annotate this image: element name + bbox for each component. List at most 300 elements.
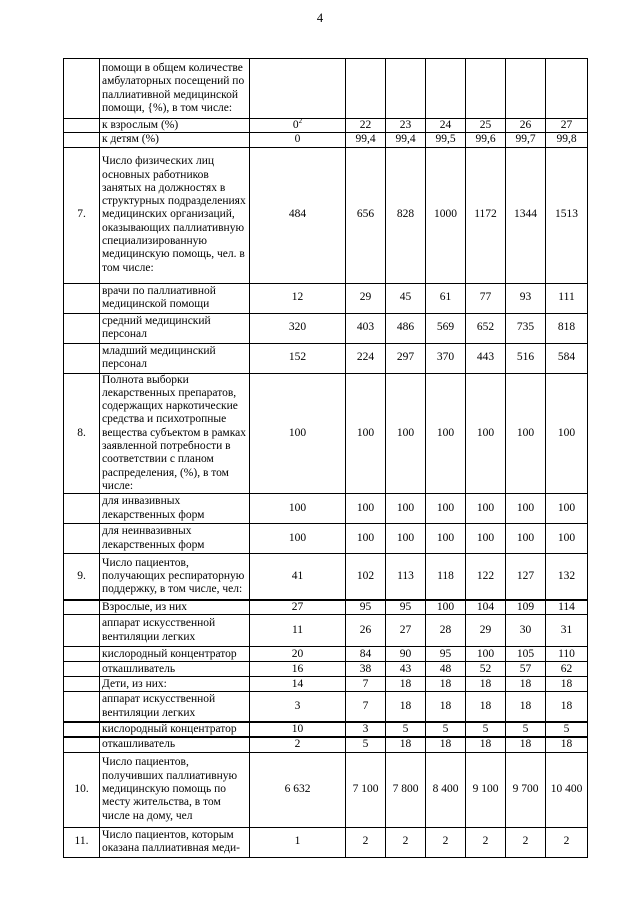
value-cell	[250, 600, 346, 615]
value-text: 100	[436, 502, 455, 515]
value-cell	[466, 147, 506, 283]
value-text: 100	[436, 600, 455, 613]
value-cell	[506, 147, 546, 283]
value-cell	[250, 343, 346, 373]
value-cell	[250, 662, 346, 677]
value-cell	[506, 722, 546, 737]
value-text: 652	[476, 321, 495, 334]
value-cell	[466, 133, 506, 147]
value-text: 9 700	[512, 782, 539, 795]
value-cell	[506, 647, 546, 662]
row-label: к детям (%)	[100, 133, 250, 147]
value-cell	[426, 147, 466, 283]
value-text: 18	[560, 677, 573, 690]
value-cell	[386, 494, 426, 524]
value-text: 18	[439, 738, 452, 751]
value-cell	[426, 737, 466, 752]
value-text: 77	[479, 291, 492, 304]
row-number	[64, 677, 100, 692]
value-cell	[250, 692, 346, 722]
value-text: 5	[442, 722, 449, 735]
value-text: 41	[291, 569, 304, 582]
row-number	[64, 722, 100, 737]
value-cell	[250, 147, 346, 283]
value-text: 25	[479, 119, 492, 131]
value-text: 38	[359, 662, 372, 675]
value-text: 2	[482, 835, 489, 848]
value-cell	[386, 554, 426, 600]
value-cell	[426, 692, 466, 722]
value-cell	[346, 647, 386, 662]
row-label: Число пациентов, получающих респираторную поддержку, в том числе, чел:	[100, 554, 250, 600]
table-row	[64, 737, 588, 752]
value-cell	[250, 59, 346, 119]
value-cell	[546, 647, 588, 662]
value-text: 100	[396, 532, 415, 545]
value-text: 0	[294, 133, 301, 146]
value-cell	[546, 600, 588, 615]
value-cell	[250, 827, 346, 857]
value-cell	[346, 692, 386, 722]
value-text: 84	[359, 647, 372, 660]
table-row	[64, 524, 588, 554]
table-row	[64, 554, 588, 600]
value-text: 18	[560, 738, 573, 751]
value-text: 516	[516, 351, 535, 364]
row-number	[64, 647, 100, 662]
value-text: 1344	[514, 208, 537, 221]
value-cell	[506, 494, 546, 524]
value-cell	[386, 283, 426, 313]
value-text: 18	[439, 699, 452, 712]
value-cell	[466, 677, 506, 692]
table-row	[64, 692, 588, 722]
row-number: 8.	[64, 373, 100, 494]
value-cell	[250, 722, 346, 737]
table-row	[64, 677, 588, 692]
value-text: 104	[476, 600, 495, 613]
value-cell	[546, 615, 588, 647]
value-cell	[426, 677, 466, 692]
value-text: 5	[402, 722, 409, 735]
value-cell	[250, 615, 346, 647]
value-cell	[466, 59, 506, 119]
value-cell	[466, 313, 506, 343]
row-label: Взрослые, из них	[100, 600, 250, 615]
footnote-marker: 2	[298, 117, 303, 126]
row-number	[64, 662, 100, 677]
value-cell	[426, 827, 466, 857]
value-cell	[346, 722, 386, 737]
row-number	[64, 133, 100, 147]
value-cell	[466, 600, 506, 615]
row-number	[64, 494, 100, 524]
value-text: 297	[396, 351, 415, 364]
value-text: 584	[557, 351, 576, 364]
row-number: 10.	[64, 752, 100, 827]
value-text: 16	[291, 662, 304, 675]
row-number	[64, 283, 100, 313]
value-text: 100	[516, 426, 535, 439]
row-label: откашливатель	[100, 737, 250, 752]
value-cell	[426, 373, 466, 494]
value-text: 735	[516, 321, 535, 334]
value-cell	[426, 662, 466, 677]
value-text: 99,6	[475, 133, 496, 146]
value-text: 100	[557, 532, 576, 545]
row-label: помощи в общем количестве амбулаторных посещений по паллиативной медицинской помощи, {%), в том числе:	[100, 59, 250, 119]
value-cell	[466, 283, 506, 313]
row-label: младший медицинский персонал	[100, 343, 250, 373]
value-cell	[250, 647, 346, 662]
value-text: 62	[560, 662, 573, 675]
value-cell	[466, 752, 506, 827]
value-text: 99,5	[435, 133, 456, 146]
value-text: 100	[356, 502, 375, 515]
value-text: 100	[557, 502, 576, 515]
row-number	[64, 59, 100, 119]
row-label: Число пациентов, которым оказана паллиативная меди-	[100, 827, 250, 857]
value-text: 100	[356, 532, 375, 545]
value-cell	[346, 615, 386, 647]
row-number	[64, 119, 100, 133]
value-text: 18	[519, 677, 532, 690]
value-text: 18	[399, 699, 412, 712]
value-text: 656	[356, 208, 375, 221]
value-text: 100	[436, 426, 455, 439]
value-text: 102	[356, 569, 375, 582]
value-cell	[250, 752, 346, 827]
value-text: 29	[359, 291, 372, 304]
value-text: 28	[439, 624, 452, 637]
value-text: 26	[519, 119, 532, 131]
value-cell	[506, 554, 546, 600]
value-text: 11	[291, 624, 304, 637]
value-cell	[466, 373, 506, 494]
value-text: 320	[288, 321, 307, 334]
value-cell	[386, 59, 426, 119]
value-text: 10	[291, 722, 304, 735]
row-label: откашливатель	[100, 662, 250, 677]
value-cell	[546, 119, 588, 133]
value-text: 18	[479, 699, 492, 712]
table-row	[64, 59, 588, 119]
value-text: 105	[516, 647, 535, 660]
value-text: 99,7	[515, 133, 536, 146]
value-cell	[506, 119, 546, 133]
row-label: Полнота выборки лекарственных препаратов, содержащих наркотические средства и психотропные вещества субъектом в рамках заявленной потребности в соответствии с планом распределения, (%), в том числе:	[100, 373, 250, 494]
value-cell	[346, 283, 386, 313]
value-text: 23	[399, 119, 412, 131]
value-cell	[346, 59, 386, 119]
value-cell	[426, 647, 466, 662]
value-cell	[386, 147, 426, 283]
value-text: 7 100	[352, 782, 379, 795]
value-cell	[546, 133, 588, 147]
value-text: 27	[291, 600, 304, 613]
value-text: 45	[399, 291, 412, 304]
value-cell	[346, 119, 386, 133]
value-text: 2	[563, 835, 570, 848]
value-text: 109	[516, 600, 535, 613]
value-cell	[386, 752, 426, 827]
value-text: 114	[558, 600, 575, 613]
value-text: 48	[439, 662, 452, 675]
value-text: 18	[479, 677, 492, 690]
table-row	[64, 147, 588, 283]
value-cell	[506, 133, 546, 147]
value-cell	[346, 147, 386, 283]
value-cell	[466, 615, 506, 647]
value-cell	[546, 59, 588, 119]
value-cell	[506, 692, 546, 722]
value-cell	[546, 283, 588, 313]
value-text: 43	[399, 662, 412, 675]
value-cell	[346, 737, 386, 752]
value-cell	[346, 343, 386, 373]
value-cell	[346, 662, 386, 677]
value-text: 24	[439, 119, 452, 131]
value-text: 22	[359, 119, 372, 131]
value-cell	[426, 59, 466, 119]
value-text: 27	[560, 119, 573, 131]
value-text: 7	[362, 699, 369, 712]
page-number: 4	[316, 11, 324, 25]
value-text: 18	[479, 738, 492, 751]
value-text: 100	[436, 532, 455, 545]
value-cell	[546, 692, 588, 722]
row-label: Число пациентов, получивших паллиативную медицинскую помощь по месту жительства, в том числе на дому, чел	[100, 752, 250, 827]
value-text: 100	[288, 426, 307, 439]
value-cell	[386, 692, 426, 722]
value-cell	[546, 313, 588, 343]
value-cell	[426, 524, 466, 554]
value-text: 100	[516, 532, 535, 545]
value-cell	[466, 554, 506, 600]
value-cell	[386, 313, 426, 343]
value-cell	[346, 600, 386, 615]
value-text: 5	[362, 738, 369, 751]
row-number	[64, 692, 100, 722]
value-text: 95	[359, 600, 372, 613]
value-cell	[346, 373, 386, 494]
value-text: 2	[522, 835, 529, 848]
value-cell	[250, 524, 346, 554]
row-number	[64, 737, 100, 752]
value-cell	[506, 827, 546, 857]
value-text: 52	[479, 662, 492, 675]
value-text: 569	[436, 321, 455, 334]
value-text: 3	[362, 722, 369, 735]
value-text: 100	[396, 502, 415, 515]
value-text: 1	[294, 835, 301, 848]
value-cell	[506, 373, 546, 494]
table-row	[64, 119, 588, 133]
value-text: 118	[437, 569, 454, 582]
row-label: Дети, из них:	[100, 677, 250, 692]
value-text: 2	[402, 835, 409, 848]
value-text: 99,4	[395, 133, 416, 146]
value-cell	[346, 313, 386, 343]
row-label: Число физических лиц основных работников занятых на должностях в структурных подразделениях медицинских организаций, оказывающих паллиативную специализированную медицинскую помощь, чел. в том числе:	[100, 147, 250, 283]
value-text: 100	[476, 532, 495, 545]
value-text: 0	[292, 119, 299, 131]
value-text: 3	[294, 699, 301, 712]
value-cell	[546, 737, 588, 752]
value-cell	[426, 554, 466, 600]
row-label: для инвазивных лекарственных форм	[100, 494, 250, 524]
row-number: 11.	[64, 827, 100, 857]
row-number	[64, 615, 100, 647]
value-cell	[346, 827, 386, 857]
value-text: 403	[356, 321, 375, 334]
value-cell	[386, 133, 426, 147]
value-cell	[466, 494, 506, 524]
value-text: 95	[439, 647, 452, 660]
row-label: аппарат искусственной вентиляции легких	[100, 692, 250, 722]
row-label: средний медицинский персонал	[100, 313, 250, 343]
value-text: 818	[557, 321, 576, 334]
value-text: 828	[396, 208, 415, 221]
value-cell	[546, 662, 588, 677]
value-cell	[250, 133, 346, 147]
value-cell	[250, 494, 346, 524]
value-text: 100	[476, 502, 495, 515]
value-text: 370	[436, 351, 455, 364]
value-text: 111	[558, 291, 575, 304]
value-cell	[346, 133, 386, 147]
table-row	[64, 313, 588, 343]
value-cell	[506, 283, 546, 313]
value-text: 61	[439, 291, 452, 304]
value-cell	[250, 119, 346, 133]
value-text: 100	[476, 647, 495, 660]
value-text: 484	[288, 208, 307, 221]
value-cell	[506, 677, 546, 692]
indicators-table	[63, 58, 588, 858]
value-text: 224	[356, 351, 375, 364]
value-cell	[546, 554, 588, 600]
value-text: 1172	[474, 208, 497, 221]
value-cell	[386, 373, 426, 494]
value-cell	[426, 119, 466, 133]
table-row	[64, 752, 588, 827]
value-text: 1513	[555, 208, 578, 221]
value-cell	[386, 677, 426, 692]
value-cell	[386, 343, 426, 373]
value-cell	[466, 662, 506, 677]
value-text: 99,8	[556, 133, 577, 146]
table-row	[64, 600, 588, 615]
value-text: 18	[399, 738, 412, 751]
value-cell	[386, 119, 426, 133]
value-text: 18	[519, 738, 532, 751]
value-text: 100	[557, 426, 576, 439]
value-cell	[506, 600, 546, 615]
row-number: 7.	[64, 147, 100, 283]
row-label: кислородный концентратор	[100, 722, 250, 737]
value-text: 132	[557, 569, 576, 582]
value-text: 26	[359, 624, 372, 637]
row-label: кислородный концентратор	[100, 647, 250, 662]
value-cell	[386, 737, 426, 752]
value-cell	[506, 752, 546, 827]
value-cell	[346, 752, 386, 827]
value-text: 1000	[434, 208, 457, 221]
value-cell	[506, 737, 546, 752]
value-text: 100	[288, 532, 307, 545]
value-text: 110	[558, 647, 575, 660]
value-cell	[426, 600, 466, 615]
value-text: 100	[476, 426, 495, 439]
value-cell	[466, 343, 506, 373]
value-cell	[426, 494, 466, 524]
value-cell	[386, 722, 426, 737]
value-text: 5	[522, 722, 529, 735]
table-row	[64, 662, 588, 677]
value-cell	[346, 494, 386, 524]
value-text: 6 632	[284, 782, 311, 795]
value-text: 100	[396, 426, 415, 439]
value-cell	[426, 343, 466, 373]
value-text: 18	[519, 699, 532, 712]
value-text: 57	[519, 662, 532, 675]
value-text: 8 400	[432, 782, 459, 795]
value-text: 2	[294, 738, 301, 751]
value-cell	[546, 147, 588, 283]
table-row	[64, 827, 588, 857]
value-cell	[506, 343, 546, 373]
table-row	[64, 722, 588, 737]
value-text: 486	[396, 321, 415, 334]
value-cell	[466, 119, 506, 133]
value-text: 29	[479, 624, 492, 637]
value-text: 127	[516, 569, 535, 582]
value-cell	[506, 524, 546, 554]
value-text: 95	[399, 600, 412, 613]
value-cell	[426, 752, 466, 827]
value-cell	[386, 600, 426, 615]
value-cell	[250, 283, 346, 313]
value-text: 7 800	[392, 782, 419, 795]
value-cell	[250, 677, 346, 692]
row-number: 9.	[64, 554, 100, 600]
value-text: 7	[362, 677, 369, 690]
value-text: 443	[476, 351, 495, 364]
value-cell	[506, 615, 546, 647]
value-cell	[250, 373, 346, 494]
value-cell	[250, 554, 346, 600]
value-cell	[546, 373, 588, 494]
value-cell	[426, 133, 466, 147]
value-cell	[506, 662, 546, 677]
table-row	[64, 615, 588, 647]
value-text: 18	[439, 677, 452, 690]
value-text: 100	[516, 502, 535, 515]
value-cell	[546, 827, 588, 857]
value-cell	[346, 524, 386, 554]
value-cell	[426, 283, 466, 313]
value-cell	[466, 692, 506, 722]
value-cell	[506, 313, 546, 343]
value-text: 18	[399, 677, 412, 690]
value-text: 5	[482, 722, 489, 735]
value-text: 12	[291, 291, 304, 304]
value-cell	[466, 737, 506, 752]
value-cell	[426, 313, 466, 343]
value-text: 20	[291, 647, 304, 660]
value-text: 113	[397, 569, 414, 582]
